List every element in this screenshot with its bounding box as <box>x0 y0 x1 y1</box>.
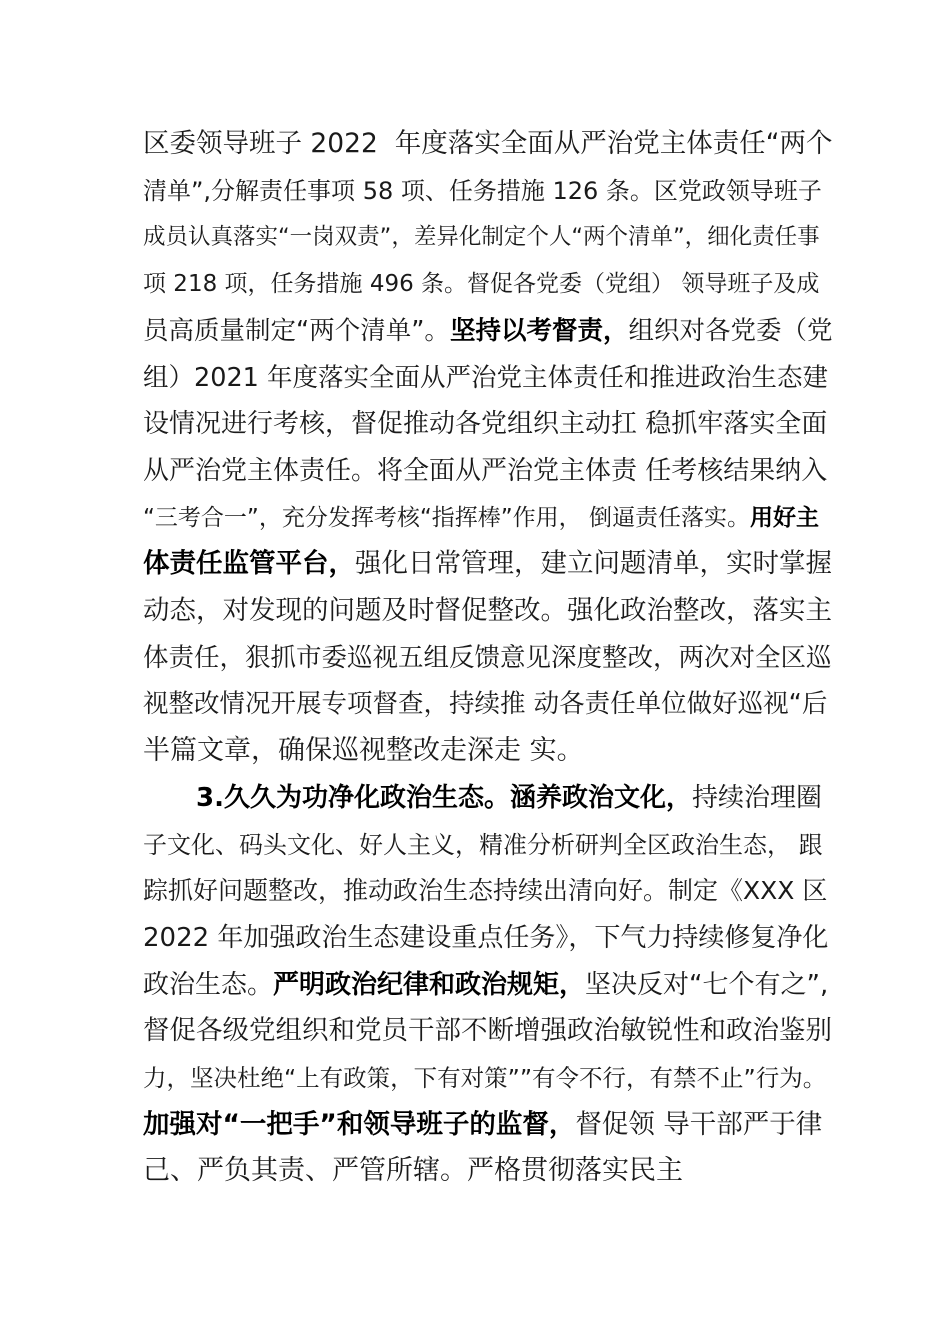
bold-text-segment: 体责任监管平台， <box>143 548 355 580</box>
text-line <box>143 171 822 211</box>
text-segment: 半篇文章，确保巡视整改走深走 实。 <box>143 735 584 767</box>
text-line <box>143 638 832 678</box>
text-segment: 督促领 导干部严于律 <box>575 1108 823 1140</box>
text-segment: 设情况进行考核，督促推动各党组织主动扛 稳抓牢落实全面 <box>143 409 828 440</box>
bold-text-segment: 坚持以考督责， <box>449 315 629 346</box>
text-segment: 区委领导班子 2022 年度落实全面从严治党主体责任“两个 <box>143 128 833 159</box>
text-segment: 力，坚决杜绝“上有政策，下有对策””有令不行，有禁不止”行为。 <box>143 1064 827 1092</box>
text-segment: 2022 年加强政治生态建设重点任务》，下气力持续修复净化 <box>143 922 829 953</box>
text-segment: 成员认真落实“一岗双责”，差异化制定个人“两个清单”，细化责任事 <box>143 224 820 251</box>
bold-text-segment: 用好主 <box>749 504 819 531</box>
text-line <box>143 591 832 631</box>
text-line <box>143 451 827 491</box>
text-segment: 己、严负其责、严管所辖。严格贯彻落实民主 <box>143 1155 683 1187</box>
text-segment: 政治生态。 <box>143 969 274 1000</box>
text-segment: “三考合一”，充分发挥考核“指挥棒”作用， 倒逼责任落实。 <box>143 504 750 531</box>
text-line <box>143 1011 832 1051</box>
text-segment: 组织对各党委（党 <box>628 315 833 346</box>
text-line <box>143 404 827 444</box>
text-segment: 督促各级党组织和党员干部不断增强政治敏锐性和政治鉴别 <box>143 1015 832 1047</box>
text-segment: 踪抓好问题整改，推动政治生态持续出清向好。制定《XXX 区 <box>143 876 828 906</box>
text-line <box>143 684 827 724</box>
text-line <box>143 1151 683 1191</box>
text-line <box>143 124 832 164</box>
text-segment: 子文化、码头文化、好人主义，精准分析研判全区政治生态， 跟 <box>143 830 823 859</box>
bold-text-segment: 3.久久为功净化政治生态。涵养政治文化， <box>196 782 692 813</box>
text-segment: 持续治理圈 <box>691 782 822 813</box>
text-line <box>143 1105 822 1145</box>
text-line <box>143 498 819 538</box>
text-segment: 坚决反对“七个有之”, <box>585 969 829 1000</box>
text-segment: 项 218 项，任务措施 496 条。督促各党委（党组） 领导班子及成 <box>143 271 820 298</box>
text-line <box>143 544 832 584</box>
text-line <box>143 264 819 304</box>
text-line <box>143 1058 826 1098</box>
text-segment: 视整改情况开展专项督查，持续推 动各责任单位做好巡视“后 <box>143 689 828 720</box>
text-line <box>196 778 822 818</box>
text-segment: 动态，对发现的问题及时督促整改。强化政治整改，落实主 <box>143 595 832 626</box>
text-line <box>143 358 828 398</box>
text-line <box>143 918 828 958</box>
text-line <box>143 871 827 911</box>
text-segment: 员高质量制定“两个清单”。 <box>143 315 450 346</box>
text-segment: 体责任，狠抓市委巡视五组反馈意见深度整改，两次对全区巡 <box>143 642 832 673</box>
text-line <box>143 731 584 771</box>
text-line <box>143 825 823 865</box>
text-segment: 组）2021 年度落实全面从严治党主体责任和推进政治生态建 <box>143 362 829 393</box>
text-segment: 清单”,分解责任事项 58 项、任务措施 126 条。区党政领导班子 <box>143 176 822 205</box>
text-segment: 从严治党主体责任。将全面从严治党主体责 任考核结果纳入 <box>143 455 828 486</box>
text-line <box>143 217 820 257</box>
bold-text-segment: 加强对“一把手”和领导班子的监督， <box>143 1108 576 1140</box>
text-line <box>143 311 832 351</box>
text-line <box>143 965 828 1005</box>
text-segment: 强化日常管理，建立问题清单，实时掌握 <box>355 548 832 580</box>
bold-text-segment: 严明政治纪律和政治规矩， <box>273 969 586 1000</box>
